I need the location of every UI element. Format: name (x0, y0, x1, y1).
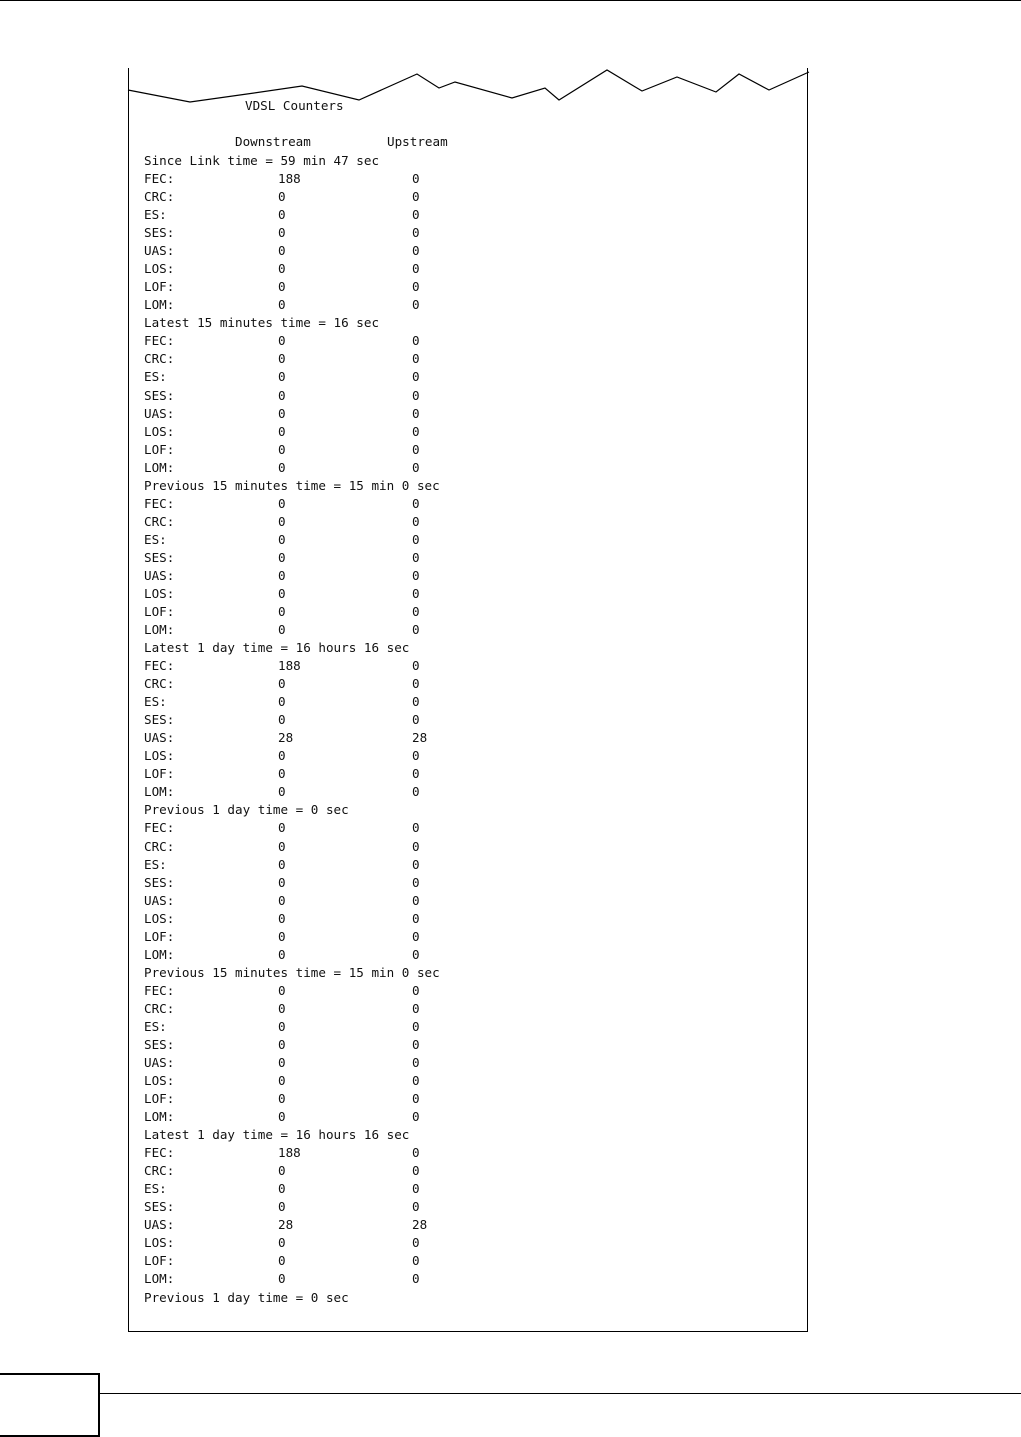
upstream-value: 0 (412, 766, 420, 781)
counter-row (144, 260, 544, 278)
counter-row (144, 350, 544, 368)
counter-label: ES: (144, 1019, 167, 1034)
downstream-value: 0 (278, 820, 286, 835)
counter-label: SES: (144, 1199, 175, 1214)
upstream-value: 0 (412, 1001, 420, 1016)
counter-label: SES: (144, 1037, 175, 1052)
counter-label: UAS: (144, 1055, 175, 1070)
upstream-value: 0 (412, 820, 420, 835)
upstream-value: 0 (412, 369, 420, 384)
downstream-value: 0 (278, 369, 286, 384)
window-title: VDSL Counters (245, 98, 344, 113)
counter-row (144, 783, 544, 801)
downstream-value: 0 (278, 406, 286, 421)
counter-row (144, 657, 544, 675)
counter-label: FEC: (144, 820, 175, 835)
downstream-value: 0 (278, 514, 286, 529)
counter-label: LOM: (144, 1271, 175, 1286)
upstream-value: 0 (412, 207, 420, 222)
counter-label: UAS: (144, 893, 175, 908)
counter-row (144, 675, 544, 693)
downstream-value: 0 (278, 1001, 286, 1016)
counter-label: UAS: (144, 1217, 175, 1232)
upstream-value: 0 (412, 983, 420, 998)
counter-row (144, 459, 544, 477)
downstream-value: 0 (278, 1163, 286, 1178)
downstream-value: 0 (278, 784, 286, 799)
counter-label: CRC: (144, 351, 175, 366)
upstream-value: 0 (412, 604, 420, 619)
downstream-value: 0 (278, 929, 286, 944)
counter-label: LOF: (144, 279, 175, 294)
upstream-value: 0 (412, 694, 420, 709)
counter-label: UAS: (144, 406, 175, 421)
counter-label: LOM: (144, 784, 175, 799)
top-rule (0, 0, 1021, 1)
upstream-value: 0 (412, 460, 420, 475)
downstream-value: 188 (278, 1145, 301, 1160)
downstream-value: 0 (278, 207, 286, 222)
upstream-value: 0 (412, 712, 420, 727)
counter-row (144, 1270, 544, 1288)
downstream-value: 0 (278, 243, 286, 258)
upstream-value: 0 (412, 424, 420, 439)
counter-row (144, 729, 544, 747)
counter-row (144, 838, 544, 856)
counter-label: LOS: (144, 748, 175, 763)
downstream-value: 0 (278, 333, 286, 348)
downstream-value: 0 (278, 766, 286, 781)
counter-row (144, 296, 544, 314)
counter-row (144, 495, 544, 513)
counter-label: FEC: (144, 496, 175, 511)
counter-row (144, 206, 544, 224)
downstream-value: 0 (278, 604, 286, 619)
downstream-value: 0 (278, 279, 286, 294)
counter-label: LOM: (144, 460, 175, 475)
downstream-value: 0 (278, 1073, 286, 1088)
downstream-value: 0 (278, 586, 286, 601)
upstream-value: 0 (412, 911, 420, 926)
counter-label: FEC: (144, 333, 175, 348)
counter-label: LOF: (144, 766, 175, 781)
upstream-value: 0 (412, 171, 420, 186)
upstream-value: 0 (412, 784, 420, 799)
counter-row (144, 928, 544, 946)
section-header: Previous 1 day time = 0 sec (144, 802, 349, 817)
upstream-value: 0 (412, 1091, 420, 1106)
column-header-upstream: Upstream (387, 134, 448, 149)
counter-label: SES: (144, 875, 175, 890)
upstream-value: 0 (412, 1163, 420, 1178)
upstream-value: 0 (412, 442, 420, 457)
counter-row (144, 1234, 544, 1252)
upstream-value: 0 (412, 1235, 420, 1250)
counter-label: LOF: (144, 604, 175, 619)
counter-label: UAS: (144, 243, 175, 258)
upstream-value: 0 (412, 1253, 420, 1268)
upstream-value: 0 (412, 1073, 420, 1088)
counter-row (144, 765, 544, 783)
counter-row (144, 585, 544, 603)
counter-row (144, 1108, 544, 1126)
counter-row (144, 441, 544, 459)
counter-label: LOM: (144, 947, 175, 962)
upstream-value: 0 (412, 676, 420, 691)
counter-row (144, 711, 544, 729)
downstream-value: 0 (278, 857, 286, 872)
downstream-value: 0 (278, 911, 286, 926)
counter-label: LOS: (144, 911, 175, 926)
section-header: Latest 15 minutes time = 16 sec (144, 315, 380, 330)
upstream-value: 0 (412, 929, 420, 944)
counter-row (144, 170, 544, 188)
upstream-value: 0 (412, 225, 420, 240)
downstream-value: 0 (278, 388, 286, 403)
downstream-value: 28 (278, 1217, 294, 1232)
upstream-value: 0 (412, 261, 420, 276)
counter-row (144, 819, 544, 837)
counter-row (144, 603, 544, 621)
upstream-value: 0 (412, 1199, 420, 1214)
counter-label: LOS: (144, 1235, 175, 1250)
upstream-value: 0 (412, 297, 420, 312)
counter-row (144, 621, 544, 639)
downstream-value: 28 (278, 730, 294, 745)
downstream-value: 0 (278, 496, 286, 511)
upstream-value: 0 (412, 496, 420, 511)
column-header-downstream: Downstream (235, 134, 311, 149)
counter-row (144, 188, 544, 206)
downstream-value: 0 (278, 947, 286, 962)
upstream-value: 0 (412, 351, 420, 366)
counter-label: ES: (144, 694, 167, 709)
downstream-value: 0 (278, 875, 286, 890)
upstream-value: 0 (412, 550, 420, 565)
counter-label: CRC: (144, 514, 175, 529)
counter-label: LOM: (144, 622, 175, 637)
downstream-value: 0 (278, 839, 286, 854)
counter-label: CRC: (144, 1001, 175, 1016)
downstream-value: 0 (278, 983, 286, 998)
counter-row (144, 1054, 544, 1072)
counter-row (144, 1198, 544, 1216)
upstream-value: 0 (412, 839, 420, 854)
counter-row (144, 242, 544, 260)
counter-label: FEC: (144, 1145, 175, 1160)
upstream-value: 0 (412, 189, 420, 204)
downstream-value: 0 (278, 532, 286, 547)
counter-label: ES: (144, 369, 167, 384)
upstream-value: 0 (412, 1055, 420, 1070)
section-header: Previous 15 minutes time = 15 min 0 sec (144, 478, 440, 493)
counter-row (144, 513, 544, 531)
counter-label: LOF: (144, 1091, 175, 1106)
counter-label: ES: (144, 207, 167, 222)
counter-row (144, 531, 544, 549)
upstream-value: 0 (412, 1037, 420, 1052)
downstream-value: 0 (278, 1181, 286, 1196)
downstream-value: 0 (278, 1235, 286, 1250)
downstream-value: 0 (278, 351, 286, 366)
counter-row (144, 278, 544, 296)
downstream-value: 188 (278, 171, 301, 186)
upstream-value: 0 (412, 875, 420, 890)
counter-row (144, 1000, 544, 1018)
upstream-value: 28 (412, 730, 428, 745)
upstream-value: 0 (412, 514, 420, 529)
counter-row (144, 874, 544, 892)
downstream-value: 0 (278, 550, 286, 565)
counter-row (144, 1090, 544, 1108)
counter-label: FEC: (144, 171, 175, 186)
downstream-value: 0 (278, 1055, 286, 1070)
counter-label: LOS: (144, 586, 175, 601)
counter-label: LOM: (144, 297, 175, 312)
counter-label: UAS: (144, 568, 175, 583)
downstream-value: 0 (278, 676, 286, 691)
upstream-value: 0 (412, 333, 420, 348)
counter-row (144, 1162, 544, 1180)
upstream-value: 0 (412, 622, 420, 637)
downstream-value: 0 (278, 189, 286, 204)
counter-row (144, 693, 544, 711)
counter-row (144, 224, 544, 242)
counter-row (144, 1036, 544, 1054)
counter-row (144, 368, 544, 386)
downstream-value: 0 (278, 297, 286, 312)
counter-row (144, 1252, 544, 1270)
counter-label: LOM: (144, 1109, 175, 1124)
counter-row (144, 946, 544, 964)
upstream-value: 0 (412, 1271, 420, 1286)
downstream-value: 0 (278, 1109, 286, 1124)
counter-label: LOS: (144, 424, 175, 439)
downstream-value: 0 (278, 1271, 286, 1286)
upstream-value: 0 (412, 532, 420, 547)
downstream-value: 0 (278, 712, 286, 727)
downstream-value: 0 (278, 1037, 286, 1052)
counter-label: ES: (144, 532, 167, 547)
counter-label: CRC: (144, 189, 175, 204)
counter-row (144, 1216, 544, 1234)
counter-label: ES: (144, 857, 167, 872)
upstream-value: 0 (412, 857, 420, 872)
downstream-value: 0 (278, 261, 286, 276)
counter-row (144, 549, 544, 567)
counter-label: LOF: (144, 929, 175, 944)
counter-label: CRC: (144, 839, 175, 854)
counter-row (144, 1018, 544, 1036)
downstream-value: 0 (278, 225, 286, 240)
counter-row (144, 423, 544, 441)
counter-label: UAS: (144, 730, 175, 745)
counter-label: SES: (144, 225, 175, 240)
upstream-value: 0 (412, 1181, 420, 1196)
counter-label: FEC: (144, 983, 175, 998)
downstream-value: 188 (278, 658, 301, 673)
downstream-value: 0 (278, 748, 286, 763)
upstream-value: 0 (412, 279, 420, 294)
downstream-value: 0 (278, 442, 286, 457)
upstream-value: 0 (412, 406, 420, 421)
section-header: Previous 15 minutes time = 15 min 0 sec (144, 965, 440, 980)
counter-row (144, 1144, 544, 1162)
counter-label: CRC: (144, 1163, 175, 1178)
page-number-box (0, 1373, 100, 1437)
counter-row (144, 1180, 544, 1198)
counter-row (144, 567, 544, 585)
downstream-value: 0 (278, 1019, 286, 1034)
downstream-value: 0 (278, 1199, 286, 1214)
section-header: Previous 1 day time = 0 sec (144, 1290, 349, 1305)
section-header: Latest 1 day time = 16 hours 16 sec (144, 1127, 410, 1142)
counter-row (144, 1072, 544, 1090)
counter-label: CRC: (144, 676, 175, 691)
upstream-value: 28 (412, 1217, 428, 1232)
counter-label: LOS: (144, 261, 175, 276)
downstream-value: 0 (278, 1091, 286, 1106)
downstream-value: 0 (278, 893, 286, 908)
upstream-value: 0 (412, 1145, 420, 1160)
upstream-value: 0 (412, 893, 420, 908)
counter-row (144, 856, 544, 874)
counter-label: ES: (144, 1181, 167, 1196)
section-header: Latest 1 day time = 16 hours 16 sec (144, 640, 410, 655)
counter-row (144, 332, 544, 350)
counter-row (144, 982, 544, 1000)
counter-row (144, 405, 544, 423)
counter-label: LOF: (144, 1253, 175, 1268)
downstream-value: 0 (278, 424, 286, 439)
downstream-value: 0 (278, 568, 286, 583)
downstream-value: 0 (278, 460, 286, 475)
upstream-value: 0 (412, 1019, 420, 1034)
counter-label: LOS: (144, 1073, 175, 1088)
counter-row (144, 387, 544, 405)
counter-label: LOF: (144, 442, 175, 457)
downstream-value: 0 (278, 622, 286, 637)
footer-rule (100, 1393, 1021, 1394)
counter-label: FEC: (144, 658, 175, 673)
upstream-value: 0 (412, 243, 420, 258)
upstream-value: 0 (412, 947, 420, 962)
counter-row (144, 910, 544, 928)
counter-label: SES: (144, 550, 175, 565)
upstream-value: 0 (412, 586, 420, 601)
downstream-value: 0 (278, 1253, 286, 1268)
counter-row (144, 892, 544, 910)
upstream-value: 0 (412, 658, 420, 673)
counter-label: SES: (144, 388, 175, 403)
upstream-value: 0 (412, 568, 420, 583)
section-header: Since Link time = 59 min 47 sec (144, 153, 380, 168)
upstream-value: 0 (412, 1109, 420, 1124)
upstream-value: 0 (412, 748, 420, 763)
downstream-value: 0 (278, 694, 286, 709)
counter-row (144, 747, 544, 765)
upstream-value: 0 (412, 388, 420, 403)
counter-label: SES: (144, 712, 175, 727)
